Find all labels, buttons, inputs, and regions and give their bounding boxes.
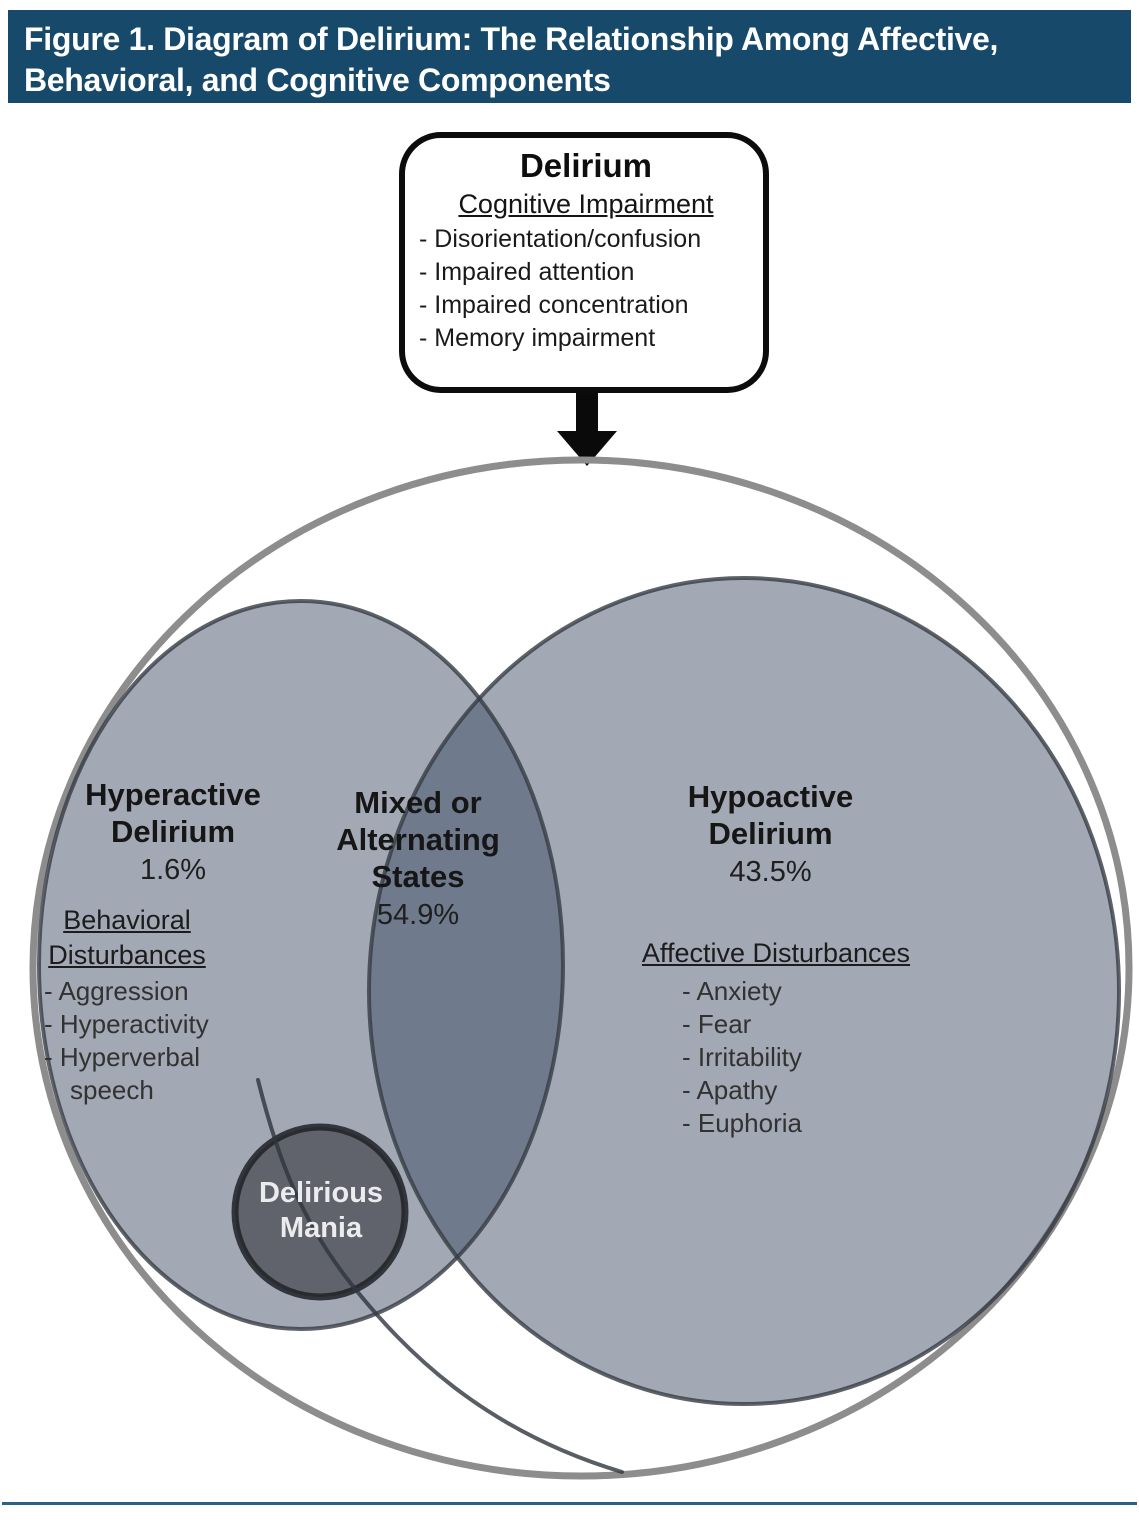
delirium-box <box>399 132 769 393</box>
mania-label-line1: Delirious <box>258 1177 384 1209</box>
delirious-mania-label <box>232 1176 410 1246</box>
mania-label-line2: Mania <box>279 1212 363 1244</box>
mixed-states-label <box>318 784 518 935</box>
list-item: - Euphoria <box>682 1108 802 1138</box>
list-item: speech <box>70 1075 154 1105</box>
down-arrow-icon <box>557 389 617 466</box>
mixed-title-line1: Mixed or <box>354 785 482 820</box>
affective-disturbances-heading <box>620 936 932 971</box>
mixed-title-line2: Alternating <box>336 822 500 857</box>
list-item: - Irritability <box>682 1042 802 1072</box>
bottom-divider-line <box>2 1502 1137 1505</box>
hypoactive-region-label <box>648 778 893 892</box>
delirium-box-subtitle: Cognitive Impairment <box>458 189 714 219</box>
hyperactive-title-line2: Delirium <box>110 814 236 849</box>
list-item: - Hyperverbal <box>44 1042 201 1072</box>
list-item: - Disorientation/confusion <box>419 225 702 253</box>
behavioral-heading-line2: Disturbances <box>48 940 206 970</box>
figure-title-line1: Figure 1. Diagram of Delirium: The Relationship Among Affective, <box>24 21 999 57</box>
hypoactive-title-line2: Delirium <box>708 816 833 851</box>
mixed-title-line3: States <box>371 859 465 894</box>
list-item: - Fear <box>682 1009 752 1039</box>
list-item: - Impaired attention <box>419 258 635 286</box>
delirium-box-list <box>419 223 753 355</box>
hyperactive-region-label <box>48 776 298 890</box>
list-item: - Hyperactivity <box>44 1009 209 1039</box>
list-item: - Memory impairment <box>419 324 656 352</box>
hyperactive-title-line1: Hyperactive <box>85 777 261 812</box>
figure-title-line2: Behavioral, and Cognitive Components <box>24 62 611 98</box>
mixed-percent: 54.9% <box>376 899 460 931</box>
affective-heading: Affective Disturbances <box>641 938 911 968</box>
list-item: - Aggression <box>44 976 189 1006</box>
list-item: - Apathy <box>682 1075 778 1105</box>
hypoactive-percent: 43.5% <box>729 856 812 888</box>
behavioral-heading-line1: Behavioral <box>63 905 191 935</box>
behavioral-disturbances-heading <box>22 903 232 973</box>
hypoactive-title-line1: Hypoactive <box>687 779 854 814</box>
hyperactive-percent: 1.6% <box>139 854 207 886</box>
affective-disturbances-list <box>682 975 922 1140</box>
delirium-box-title: Delirium <box>519 147 653 184</box>
list-item: - Impaired concentration <box>419 291 689 319</box>
list-item: - Anxiety <box>682 976 782 1006</box>
behavioral-disturbances-list <box>44 975 279 1107</box>
